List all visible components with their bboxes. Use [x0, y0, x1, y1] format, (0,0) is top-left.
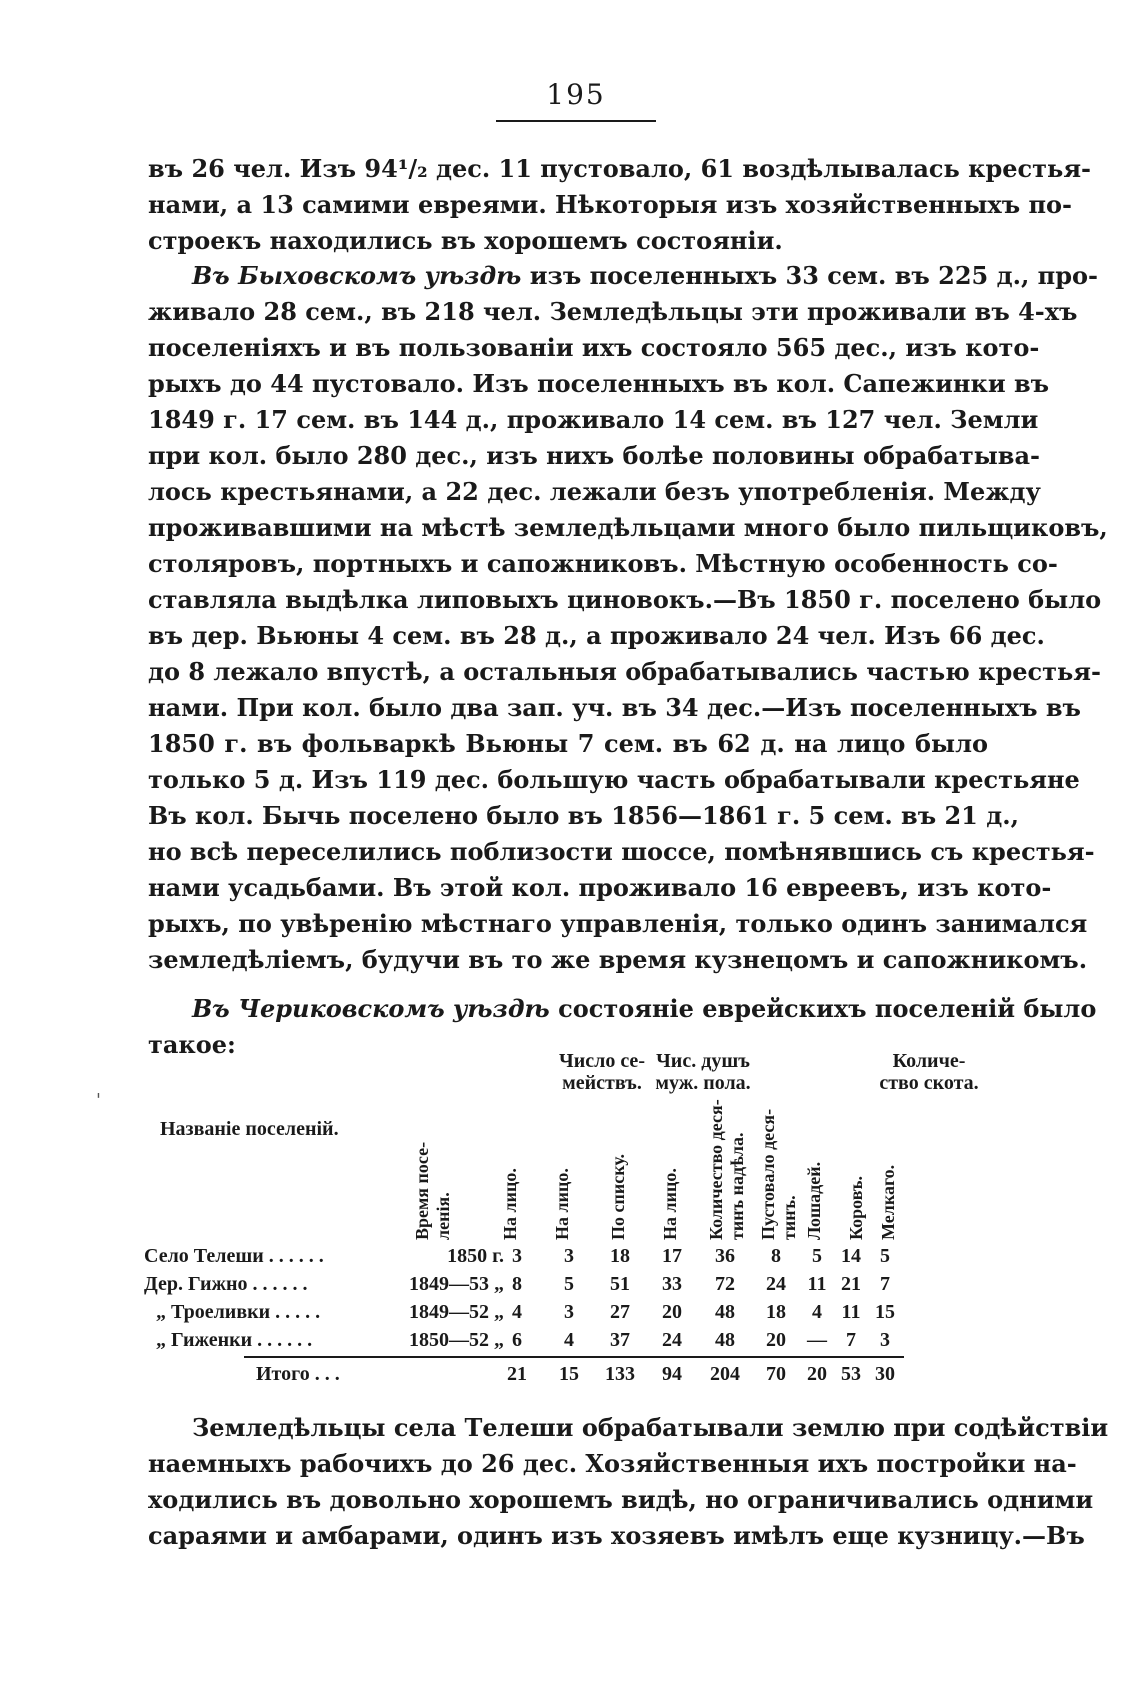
text-line: нами, а 13 самими евреями. Нѣкоторыя изъ хозяйственныхъ по-	[148, 190, 1073, 219]
text-line: въ 26 чел. Изъ 94¹/₂ дес. 11 пустовало, 61 воздѣлывалась крестья-	[148, 154, 1092, 183]
cell-horses: 4	[812, 1301, 822, 1323]
text-line: поселеніяхъ и въ пользованіи ихъ состояло 565 дес., изъ кото-	[148, 333, 1040, 362]
header-text: Количе-	[892, 1050, 966, 1072]
text-line: въ дер. Вьюны 4 сем. въ 28 д., а проживало 24 чел. Изъ 66 дес.	[148, 621, 1045, 650]
header-text: ленія.	[433, 1192, 453, 1240]
header-text: ство скота.	[879, 1072, 979, 1094]
header-text: Чис. душъ	[656, 1050, 750, 1072]
cell-small: 30	[875, 1363, 895, 1385]
cell-families-present-2: 3	[564, 1245, 574, 1267]
cell-small: 15	[875, 1301, 895, 1323]
paragraph-bykhov-district	[148, 258, 1108, 978]
cell-families-present-2: 3	[564, 1301, 574, 1323]
paragraph-continuation	[148, 151, 1092, 259]
cell-empty: 18	[766, 1301, 786, 1323]
cell-time: 1850 г.	[447, 1245, 504, 1267]
cell-cows: 53	[841, 1363, 861, 1385]
header-land-allotment	[706, 1099, 748, 1240]
cell-empty: 24	[766, 1273, 786, 1295]
text-line: живало 28 сем., въ 218 чел. Земледѣльцы эти проживали въ 4-хъ	[148, 297, 1078, 326]
text-line: Земледѣльцы села Телеши обрабатывали землю при содѣйствіи	[192, 1413, 1109, 1442]
header-small-cattle: Мелкаго.	[878, 1164, 898, 1240]
cell-souls-present: 94	[662, 1363, 682, 1385]
paragraph-teleshi	[148, 1410, 1109, 1554]
cell-empty: 70	[766, 1363, 786, 1385]
cell-total-label: Итого . . .	[256, 1363, 340, 1385]
header-text: муж. пола.	[655, 1072, 751, 1094]
cell-time: 1850—52 „	[409, 1329, 504, 1351]
header-text: мействъ.	[562, 1072, 642, 1094]
cell-cows: 14	[841, 1245, 861, 1267]
cell-families-present-2: 15	[559, 1363, 579, 1385]
cell-land: 36	[715, 1245, 735, 1267]
cell-cows: 7	[846, 1329, 856, 1351]
header-families-present-2: На лицо.	[552, 1168, 572, 1240]
cell-cows: 21	[841, 1273, 861, 1295]
header-text: Пустовало деся-	[758, 1108, 778, 1240]
header-settlement-time	[412, 1142, 454, 1240]
cell-families-present-2: 5	[564, 1273, 574, 1295]
text-line: проживавшими на мѣстѣ земледѣльцами много было пильщиковъ,	[148, 513, 1108, 542]
text-line: ставляла выдѣлка липовыхъ циновокъ.—Въ 1850 г. поселено было	[148, 585, 1102, 614]
cell-land: 204	[710, 1363, 740, 1385]
text-line: земледѣліемъ, будучи въ то же время кузнецомъ и сапожникомъ.	[148, 945, 1088, 974]
text-line: столяровъ, портныхъ и сапожниковъ. Мѣстную особенность со-	[148, 549, 1058, 578]
cell-horses: 20	[807, 1363, 827, 1385]
cell-horses: 11	[807, 1273, 827, 1295]
cell-name: „ Гиженки . . . . . .	[156, 1329, 313, 1351]
text-line: до 8 лежало впустѣ, а остальныя обрабатывались частью крестья-	[148, 657, 1101, 686]
cell-souls-list: 133	[605, 1363, 635, 1385]
header-text: тинъ.	[779, 1195, 799, 1240]
cell-souls-list: 18	[610, 1245, 630, 1267]
header-cows: Коровъ.	[846, 1176, 866, 1240]
text-line: Въ кол. Бычь поселено было въ 1856—1861 г. 5 сем. въ 21 д.,	[148, 801, 1019, 830]
cell-families-present-2: 4	[564, 1329, 574, 1351]
cell-name: „ Троеливки . . . . .	[156, 1301, 321, 1323]
text-line	[148, 258, 1098, 294]
cell-souls-present: 17	[662, 1245, 682, 1267]
text-line: нами усадьбами. Въ этой кол. проживало 16 евреевъ, изъ кото-	[148, 873, 1052, 902]
cell-souls-list: 51	[610, 1273, 630, 1295]
cell-land: 72	[715, 1273, 735, 1295]
header-text: тинъ надѣла.	[727, 1132, 747, 1240]
cell-souls-list: 37	[610, 1329, 630, 1351]
page-number: 195	[546, 78, 606, 111]
district-name: Въ Быховскомъ уѣздѣ	[192, 261, 522, 290]
text-line: но всѣ переселились поблизости шоссе, помѣнявшись съ крестья-	[148, 837, 1095, 866]
cell-name: Село Телеши . . . . . .	[144, 1245, 324, 1267]
cell-horses: 5	[812, 1245, 822, 1267]
cell-land: 48	[715, 1301, 735, 1323]
header-empty-land	[758, 1109, 800, 1240]
cell-empty: 8	[771, 1245, 781, 1267]
total-rule	[244, 1356, 904, 1358]
header-cattle-group	[864, 1050, 994, 1094]
cell-land: 48	[715, 1329, 735, 1351]
text-line	[148, 991, 1097, 1027]
text-line: нами. При кол. было два зап. уч. въ 34 дес.—Изъ поселенныхъ въ	[148, 693, 1081, 722]
cell-small: 7	[880, 1273, 890, 1295]
text-fragment: изъ поселенныхъ 33 сем. въ 225 д., про-	[521, 261, 1098, 290]
text-line: только 5 д. Изъ 119 дес. большую часть обрабатывали крестьяне	[148, 765, 1080, 794]
cell-time: 1849—53 „	[409, 1273, 504, 1295]
text-line: строекъ находились въ хорошемъ состояніи.	[148, 226, 783, 255]
text-line: ходились въ довольно хорошемъ видѣ, но ограничивались одними	[148, 1485, 1094, 1514]
text-line: такое:	[148, 1030, 236, 1059]
cell-horses: —	[807, 1329, 827, 1351]
cell-time: 1849—52 „	[409, 1301, 504, 1323]
text-line: 1849 г. 17 сем. въ 144 д., проживало 14 сем. въ 127 чел. Земли	[148, 405, 1039, 434]
margin-mark: '	[96, 1090, 101, 1111]
cell-cows: 11	[841, 1301, 861, 1323]
text-line: при кол. было 280 дес., изъ нихъ болѣе половины обрабатыва-	[148, 441, 1040, 470]
cell-small: 5	[880, 1245, 890, 1267]
text-line: сараями и амбарами, одинъ изъ хозяевъ имѣлъ еще кузницу.—Въ	[148, 1521, 1085, 1550]
cell-souls-present: 20	[662, 1301, 682, 1323]
page-number-rule	[496, 120, 656, 122]
cell-small: 3	[880, 1329, 890, 1351]
text-line: рыхъ, по увѣренію мѣстнаго управленія, только одинъ занимался	[148, 909, 1088, 938]
text-line: рыхъ до 44 пустовало. Изъ поселенныхъ въ кол. Сапежинки въ	[148, 369, 1050, 398]
text-fragment: состояніе еврейскихъ поселеній было	[549, 994, 1097, 1023]
header-text: Время посе-	[412, 1141, 432, 1240]
header-text: Число се-	[559, 1050, 645, 1072]
header-souls-list: По списку.	[608, 1153, 628, 1240]
district-name: Въ Чериковскомъ уѣздѣ	[192, 994, 550, 1023]
header-text: Количество деся-	[706, 1099, 726, 1240]
header-souls-group	[644, 1050, 762, 1094]
cell-souls-present: 24	[662, 1329, 682, 1351]
header-families-present: На лицо.	[500, 1168, 520, 1240]
header-settlement-name: Названіе поселеній.	[160, 1118, 339, 1140]
text-line: наемныхъ рабочихъ до 26 дес. Хозяйственныя ихъ постройки на-	[148, 1449, 1077, 1478]
text-line: 1850 г. въ фольваркѣ Вьюны 7 сем. въ 62 д. на лицо было	[148, 729, 988, 758]
cell-souls-list: 27	[610, 1301, 630, 1323]
header-souls-present: На лицо.	[660, 1168, 680, 1240]
text-line: лось крестьянами, а 22 дес. лежали безъ употребленія. Между	[148, 477, 1041, 506]
cell-name: Дер. Гижно . . . . . .	[144, 1273, 308, 1295]
cell-families-present: 4	[512, 1301, 522, 1323]
cell-families-present: 3	[512, 1245, 522, 1267]
settlements-table	[144, 1050, 994, 1390]
cell-families-present: 21	[507, 1363, 527, 1385]
header-horses: Лошадей.	[804, 1161, 824, 1240]
cell-families-present: 8	[512, 1273, 522, 1295]
cell-empty: 20	[766, 1329, 786, 1351]
cell-families-present: 6	[512, 1329, 522, 1351]
cell-souls-present: 33	[662, 1273, 682, 1295]
